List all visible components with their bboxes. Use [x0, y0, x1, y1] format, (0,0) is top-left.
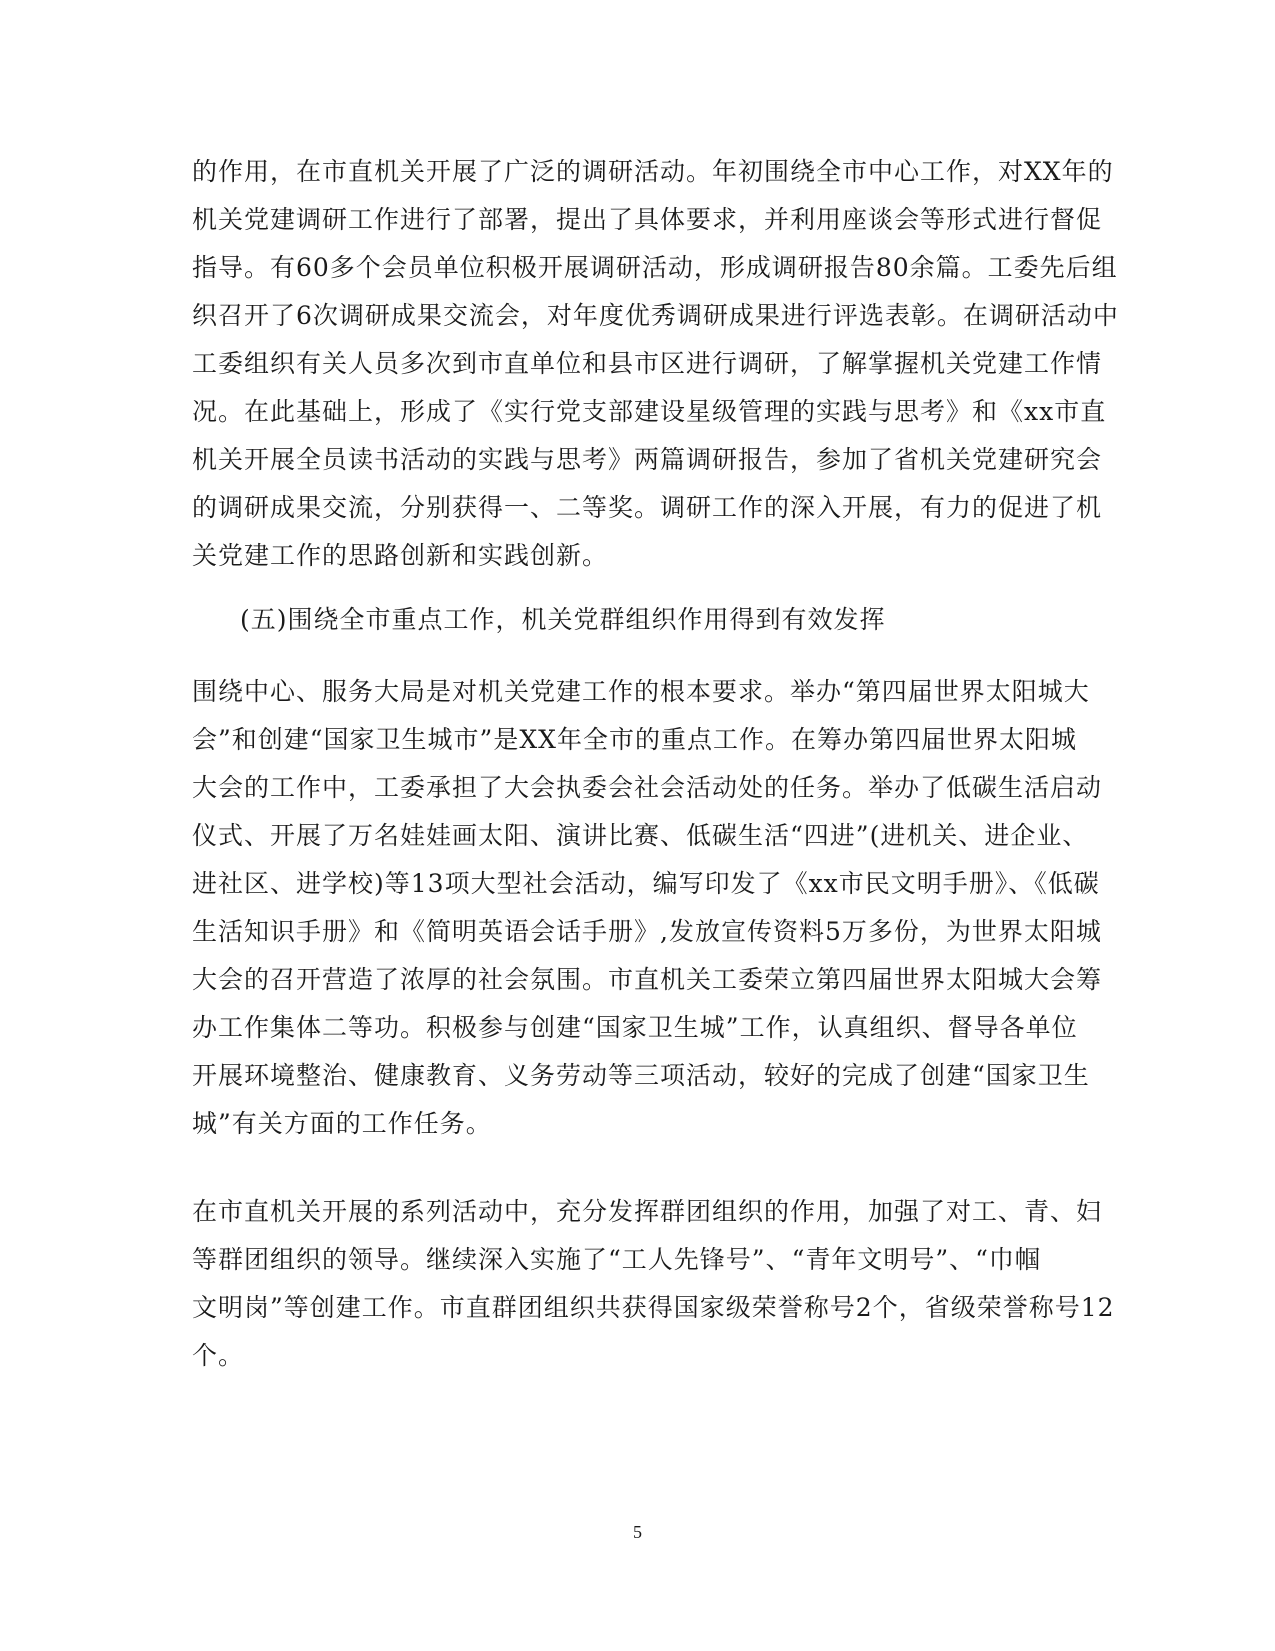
paragraph-research-activities — [192, 148, 1119, 580]
text-line: 城”有关方面的工作任务。 — [192, 1109, 492, 1138]
text-line: 个。 — [192, 1341, 245, 1370]
text-line: 生活知识手册》和《简明英语会话手册》,发放宣传资料5万多份，为世界太阳城 — [192, 917, 1102, 946]
text-line: 织召开了6次调研成果交流会，对年度优秀调研成果进行评选表彰。在调研活动中 — [192, 301, 1119, 330]
section-heading: (五)围绕全市重点工作，机关党群组织作用得到有效发挥 — [240, 605, 886, 634]
text-line: 仪式、开展了万名娃娃画太阳、演讲比赛、低碳生活“四进”(进机关、进企业、 — [192, 821, 1089, 850]
text-line: 工委组织有关人员多次到市直单位和县市区进行调研，了解掌握机关党建工作情 — [192, 349, 1103, 378]
text-line: 机关开展全员读书活动的实践与思考》两篇调研报告，参加了省机关党建研究会 — [192, 445, 1103, 474]
text-line: 围绕中心、服务大局是对机关党建工作的根本要求。举办“第四届世界太阳城大 — [192, 677, 1090, 706]
text-line: 的调研成果交流，分别获得一、二等奖。调研工作的深入开展，有力的促进了机 — [192, 493, 1103, 522]
text-line: 会”和创建“国家卫生城市”是XX年全市的重点工作。在筹办第四届世界太阳城 — [192, 725, 1077, 754]
text-line: 况。在此基础上，形成了《实行党支部建设星级管理的实践与思考》和《xx市直 — [192, 397, 1107, 426]
paragraph-mass-organizations — [192, 1188, 1115, 1380]
paragraph-key-work — [192, 668, 1103, 1148]
text-line: 办工作集体二等功。积极参与创建“国家卫生城”工作，认真组织、督导各单位 — [192, 1013, 1078, 1042]
page-number: 5 — [633, 1522, 642, 1542]
text-line: 进社区、进学校)等13项大型社会活动，编写印发了《xx市民文明手册》、《低碳 — [192, 869, 1100, 898]
text-line: 大会的工作中，工委承担了大会执委会社会活动处的任务。举办了低碳生活启动 — [192, 773, 1103, 802]
text-line: 机关党建调研工作进行了部署，提出了具体要求，并利用座谈会等形式进行督促 — [192, 205, 1103, 234]
text-line: 开展环境整治、健康教育、义务劳动等三项活动，较好的完成了创建“国家卫生 — [192, 1061, 1090, 1090]
text-line: 指导。有60多个会员单位积极开展调研活动，形成调研报告80余篇。工委先后组 — [192, 253, 1118, 282]
text-line: 的作用，在市直机关开展了广泛的调研活动。年初围绕全市中心工作，对XX年的 — [192, 157, 1114, 186]
text-line: 在市直机关开展的系列活动中，充分发挥群团组织的作用，加强了对工、青、妇 — [192, 1197, 1103, 1226]
text-line: 大会的召开营造了浓厚的社会氛围。市直机关工委荣立第四届世界太阳城大会筹 — [192, 965, 1103, 994]
text-line: 关党建工作的思路创新和实践创新。 — [192, 541, 609, 570]
text-line: 文明岗”等创建工作。市直群团组织共获得国家级荣誉称号2个，省级荣誉称号12 — [192, 1293, 1115, 1322]
text-line: 等群团组织的领导。继续深入实施了“工人先锋号”、“青年文明号”、“巾帼 — [192, 1245, 1041, 1274]
